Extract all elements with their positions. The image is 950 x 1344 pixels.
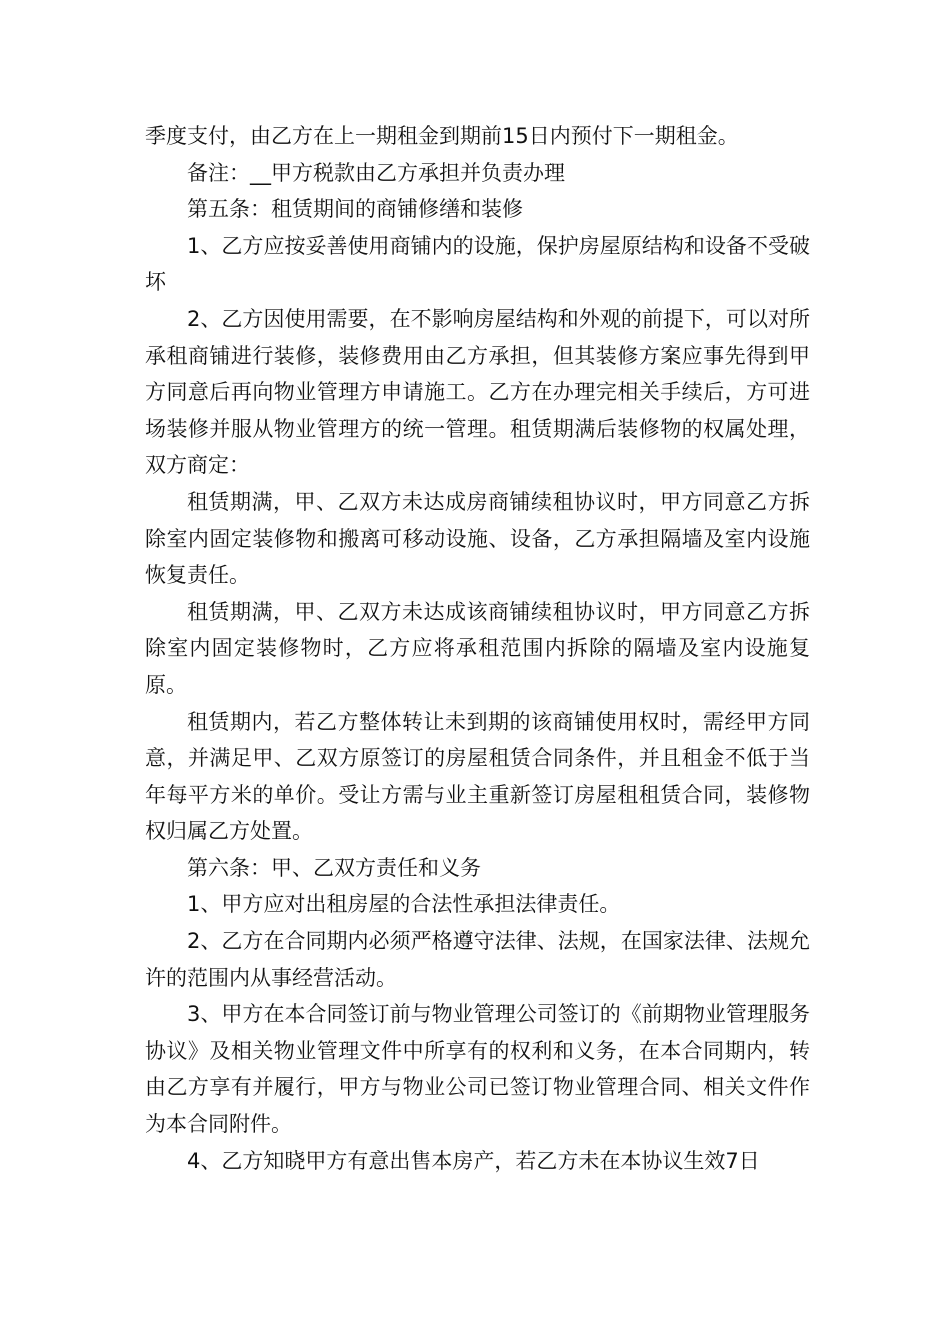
paragraph-article-six-item-2: 2、乙方在合同期内必须严格遵守法律、法规，在国家法律、法规允许的范围内从事经营活动。	[145, 929, 810, 990]
heading-article-five: 第五条：租赁期间的商铺修缮和装修	[187, 197, 523, 222]
heading-article-six: 第六条：甲、乙双方责任和义务	[187, 855, 481, 880]
paragraph-lease-expiry-removal: 租赁期满，甲、乙双方未达成房商铺续租协议时，甲方同意乙方拆除室内固定装修物和搬离可移动设施、设备，乙方承担隔墙及室内设施恢复责任。	[145, 489, 810, 588]
paragraph-remark-tax: 备注：__甲方税款由乙方承担并负责办理	[187, 160, 565, 185]
paragraph-article-six-item-1: 1、甲方应对出租房屋的合法性承担法律责任。	[187, 892, 621, 917]
paragraph-article-five-item-1: 1、乙方应按妥善使用商铺内的设施，保护房屋原结构和设备不受破坏	[145, 233, 810, 295]
paragraph-article-six-item-3: 3、甲方在本合同签订前与物业管理公司签订的《前期物业管理服务协议》及相关物业管理文件中所享有的权利和义务，在本合同期内，转由乙方享有并履行，甲方与物业公司已签订物业管理合同、相关文件作为本合同附件。	[145, 1002, 810, 1137]
paragraph-rent-payment-continuation: 季度支付，由乙方在上一期租金到期前15日内预付下一期租金。	[145, 124, 739, 148]
paragraph-article-six-item-4: 4、乙方知晓甲方有意出售本房产，若乙方未在本协议生效7日	[187, 1148, 760, 1173]
paragraph-lease-transfer: 租赁期内，若乙方整体转让未到期的该商铺使用权时，需经甲方同意，并满足甲、乙双方原签订的房屋租赁合同条件，并且租金不低于当年每平方米的单价。受让方需与业主重新签订房屋租租赁合同，装修物权归属乙方处置。	[145, 709, 810, 844]
paragraph-lease-expiry-restoration: 租赁期满，甲、乙双方未达成该商铺续租协议时，甲方同意乙方拆除室内固定装修物时，乙方应将承租范围内拆除的隔墙及室内设施复原。	[145, 599, 810, 697]
paragraph-article-five-item-2: 2、乙方因使用需要，在不影响房屋结构和外观的前提下，可以对所承租商铺进行装修，装修费用由乙方承担，但其装修方案应事先得到甲方同意后再向物业管理方申请施工。乙方在办理完相关手续后，方可进场装修并服从物业管理方的统一管理。租赁期满后装修物的权属处理，双方商定：	[145, 306, 810, 478]
document-body	[145, 118, 810, 1179]
